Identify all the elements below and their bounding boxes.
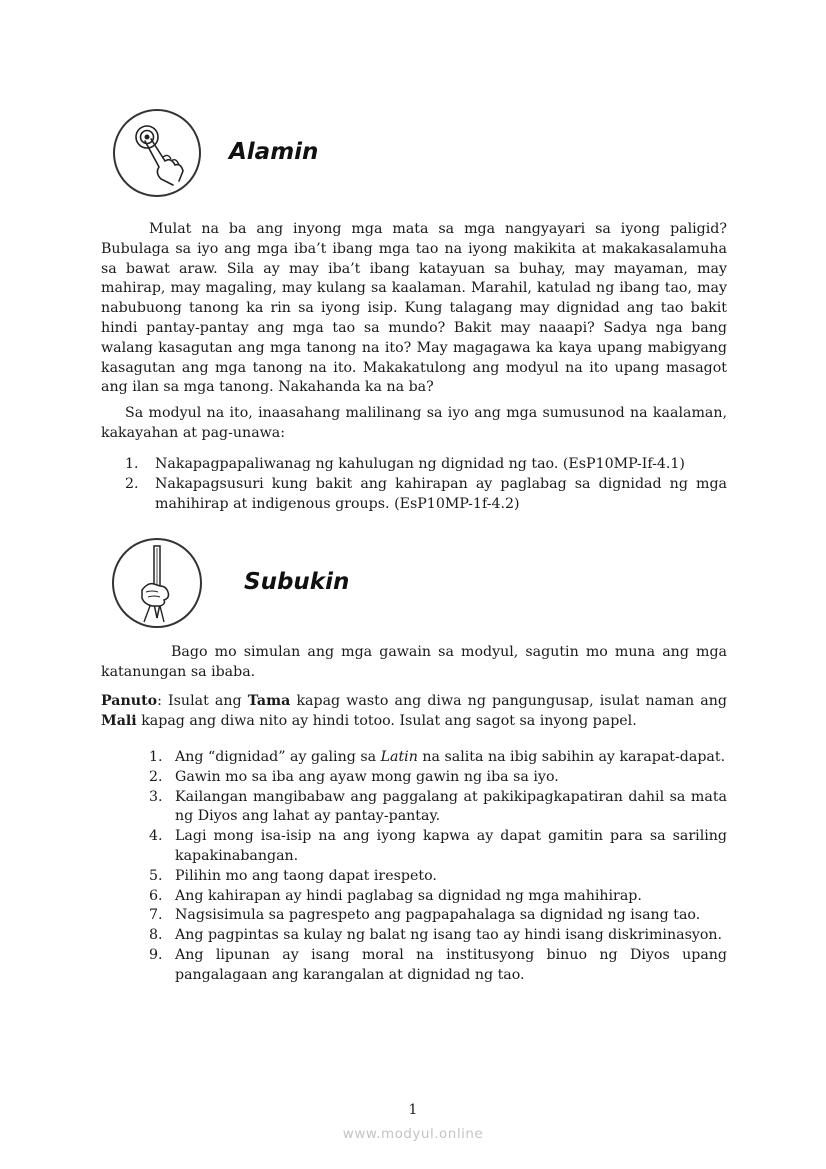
questions-list	[149, 748, 727, 986]
alamin-header	[113, 109, 318, 197]
latin-word: Latin	[380, 749, 418, 765]
directions	[101, 692, 727, 732]
subukin-title: Subukin	[244, 568, 350, 595]
subukin-intro: Bago mo simulan ang mga gawain sa modyul, sagutin mo muna ang mga katanungan sa ibaba.	[101, 644, 727, 680]
list-text: Pilihin mo ang taong dapat irespeto.	[175, 867, 437, 884]
objectives-list	[125, 455, 727, 514]
list-item	[149, 748, 727, 768]
directions-mali: Mali	[101, 712, 137, 729]
list-item	[149, 788, 727, 828]
alamin-intro: Mulat na ba ang inyong mga mata sa mga nangyayari sa iyong paligid? Bubulaga sa iyo ang mga iba’t ibang mga tao na iyong makikita at makakasalamuha sa bawat araw. Sila ay may iba’t ibang katayuan sa buhay, may mayaman, may mahirap, may magaling, may kulang sa kaalaman. Marahil, katulad ng ibang tao, may nabubuong tanong ka rin sa iyong isip. Kung talagang may dignidad ang tao bakit hindi pantay-pantay ang mga tao sa mundo? Bakit may naaapi? Sadya nga bang walang kasagutan ang mga tanong na ito? May magagawa ka kaya upang mabigyang kasagutan ang mga tanong na ito. Makakatulong ang modyul na ito upang masagot ang ilan sa mga tanong. Nakahanda ka na ba?	[101, 221, 727, 396]
alamin-title: Alamin	[229, 139, 319, 165]
list-item	[149, 827, 727, 867]
list-text: Nagsisimula sa pagrespeto ang pagpapahalaga sa dignidad ng isang tao.	[175, 907, 701, 924]
directions-tama: Tama	[247, 693, 291, 709]
list-number: 4.	[149, 828, 163, 845]
list-text: Ang lipunan ay isang moral na institusyong binuo ng Diyos upang pangalagaan ang karangalan at dignidad ng tao.	[175, 946, 727, 983]
watermark: www.modyul.online	[342, 1126, 484, 1142]
alamin-expectation: Sa modyul na ito, inaasahang malilinang sa iyo ang mga sumusunod na kaalaman, kakayahan at pag-unawa:	[101, 405, 727, 441]
list-item	[125, 455, 727, 475]
list-number: 1.	[125, 456, 139, 472]
list-number: 5.	[149, 867, 163, 884]
list-text: Ang kahirapan ay hindi paglabag sa dignidad ng mga mahihirap.	[175, 887, 642, 904]
list-text: Gawin mo sa iba ang ayaw mong gawin ng iba sa iyo.	[175, 768, 559, 785]
list-item	[149, 867, 727, 887]
list-text: Kailangan mangibabaw ang paggalang at pakikipagkapatiran dahil sa mata ng Diyos ang lahat ay pantay-pantay.	[175, 788, 727, 825]
list-number: 9.	[149, 946, 163, 963]
subukin-header	[112, 538, 349, 628]
page-number: 1	[408, 1102, 418, 1118]
list-number: 1.	[149, 749, 163, 765]
list-number: 3.	[149, 788, 163, 805]
list-number: 2.	[125, 475, 139, 492]
list-number: 6.	[149, 887, 163, 904]
list-text: Nakapagsusuri kung bakit ang kahirapan ay paglabag sa dignidad ng mga mahihirap at indigenous groups. (EsP10MP-1f-4.2)	[155, 475, 727, 512]
list-text: Lagi mong isa-isip na ang iyong kapwa ay dapat gamitin para sa sariling kapakinabangan.	[175, 828, 727, 864]
directions-text-1: : Isulat ang	[157, 693, 248, 709]
list-text: Nakapagpapaliwanag ng kahulugan ng dignidad ng tao. (EsP10MP-If-4.1)	[155, 456, 685, 472]
pencil-hand-icon	[112, 538, 202, 628]
list-item	[125, 475, 727, 515]
directions-text-2: kapag wasto ang diwa ng pangungusap, isulat naman ang	[290, 693, 727, 709]
list-item	[149, 926, 727, 946]
list-number: 8.	[149, 927, 163, 944]
list-item	[149, 906, 727, 926]
list-item	[149, 887, 727, 907]
list-text: Ang “dignidad” ay galing sa Latin na salita na ibig sabihin ay karapat-dapat.	[175, 749, 726, 765]
directions-text-3: kapag ang diwa nito ay hindi totoo. Isulat ang sagot sa inyong papel.	[136, 712, 637, 729]
list-item	[149, 768, 727, 788]
list-item	[149, 946, 727, 986]
list-text: Ang pagpintas sa kulay ng balat ng isang tao ay hindi isang diskriminasyon.	[175, 927, 723, 944]
directions-label: Panuto	[101, 693, 158, 709]
touch-finger-icon	[113, 109, 201, 197]
list-number: 7.	[149, 907, 163, 924]
list-number: 2.	[149, 768, 163, 785]
